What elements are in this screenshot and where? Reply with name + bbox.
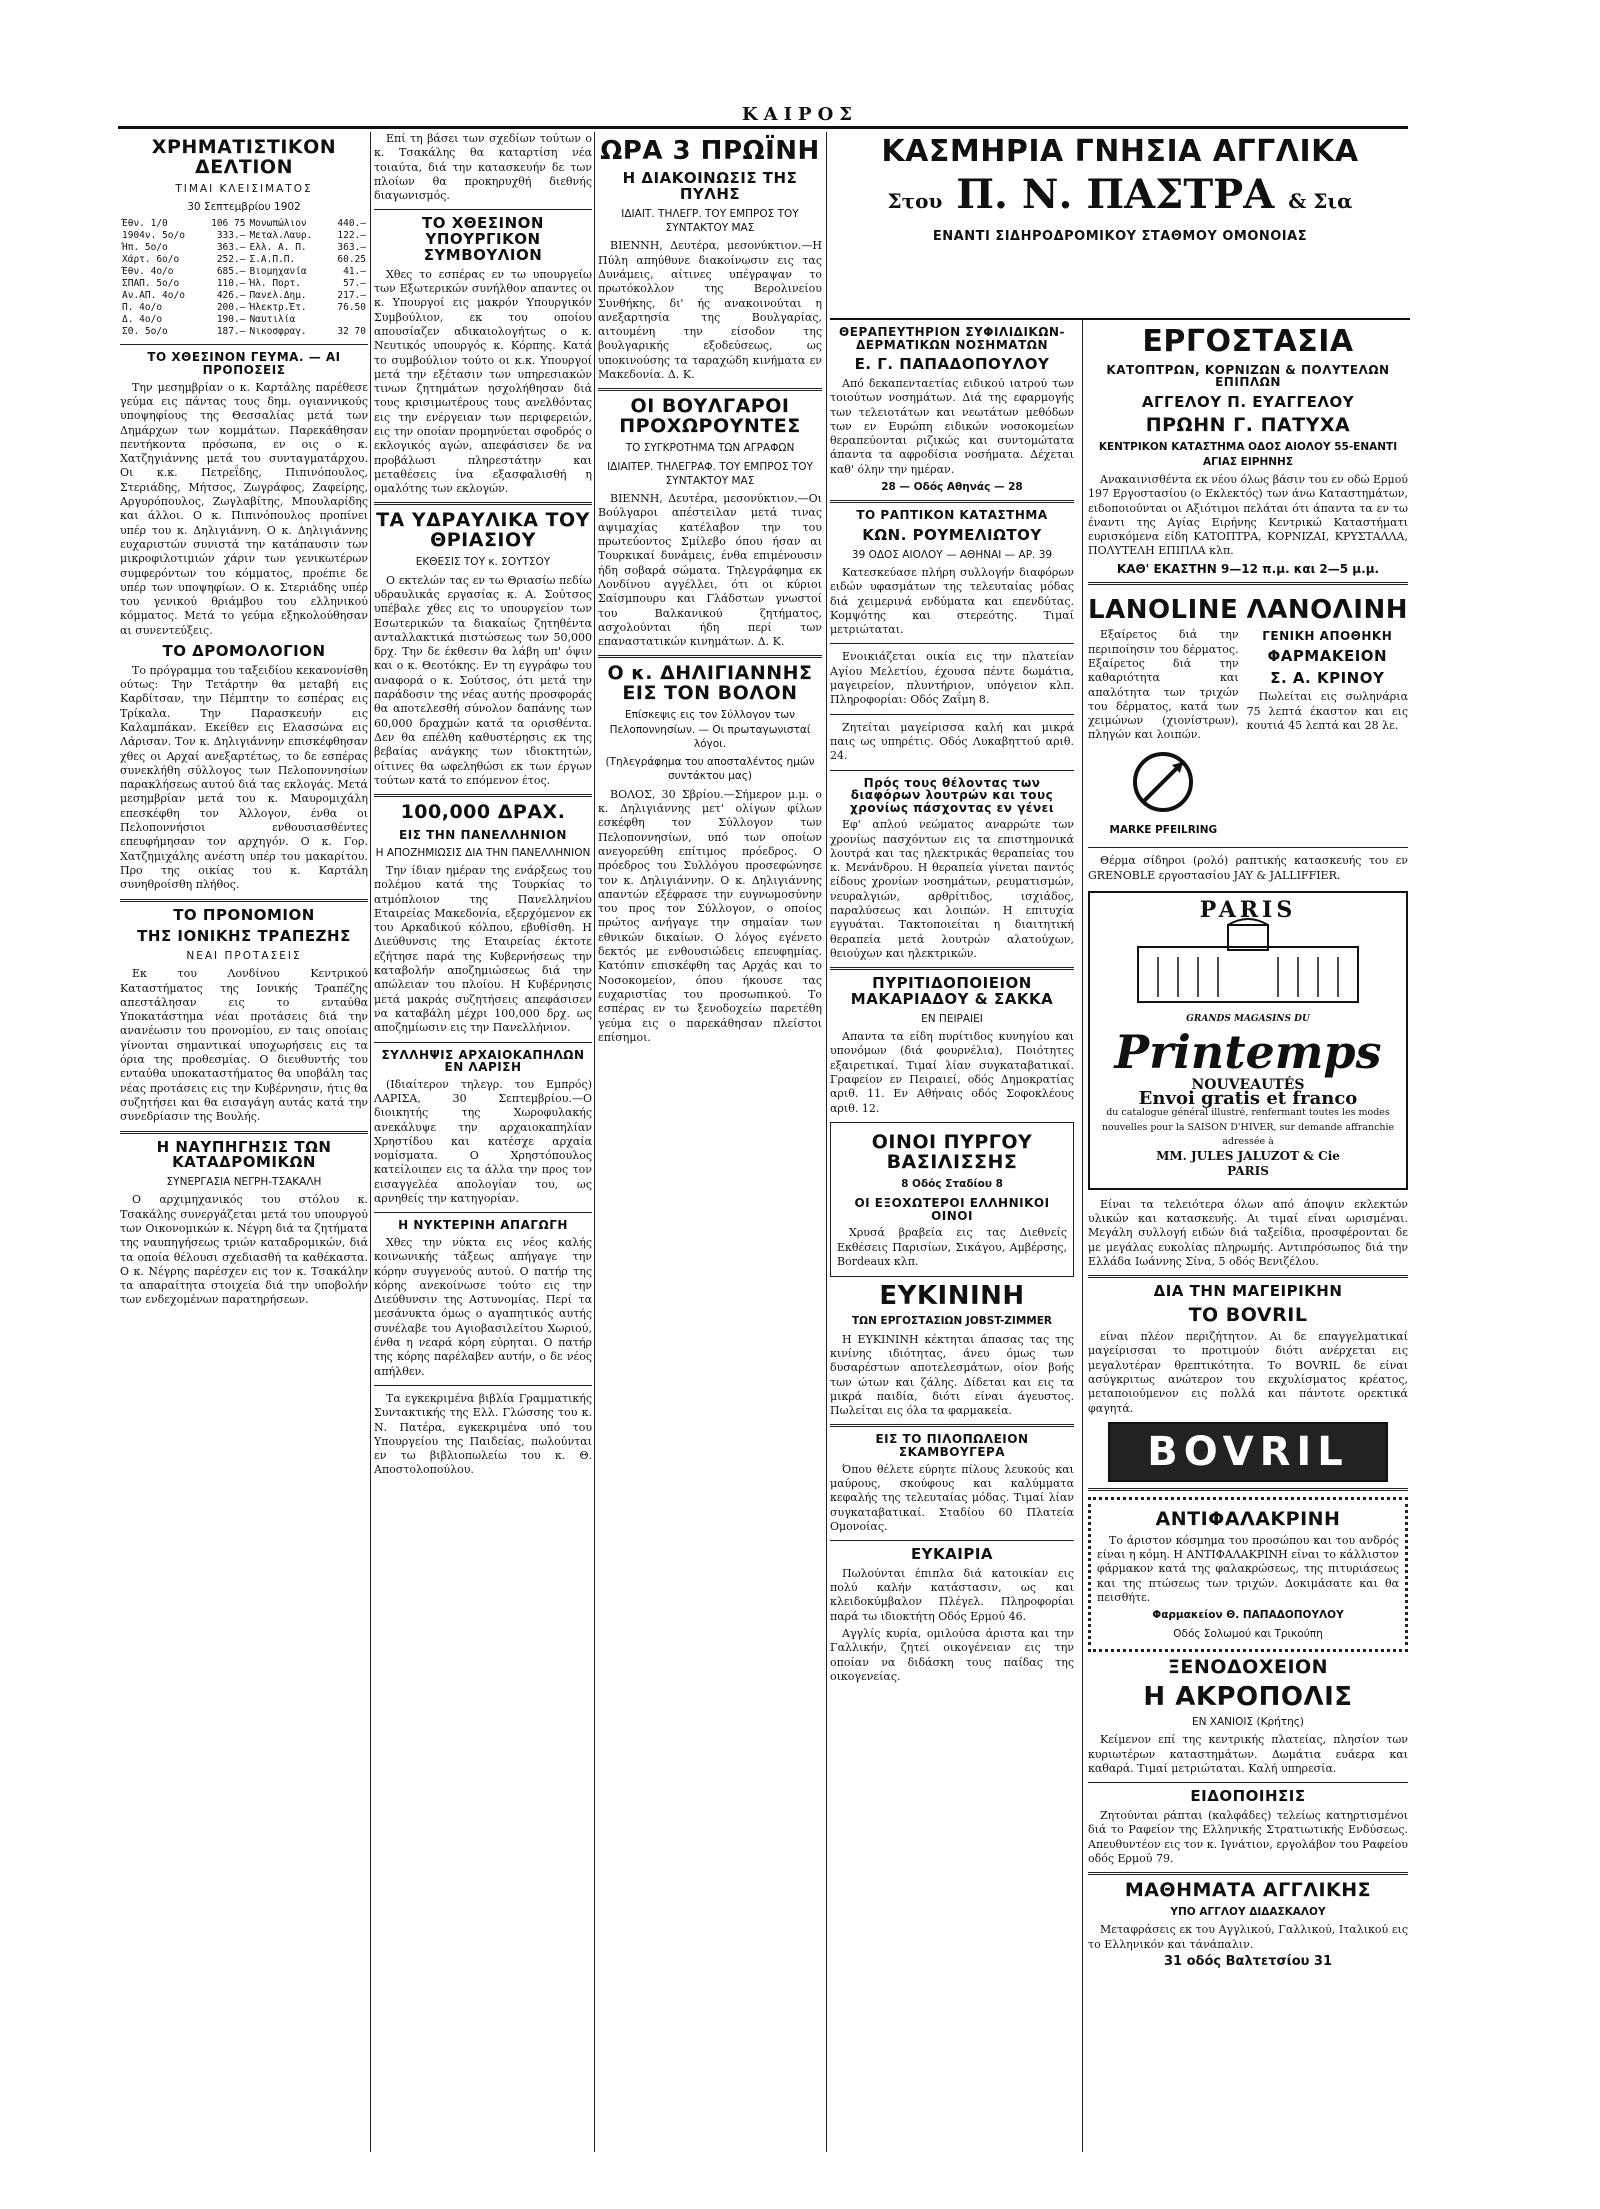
ad-address: ΚΕΝΤΡΙΚΟΝ ΚΑΤΑΣΤΗΜΑ ΟΔΟΣ ΑΙΟΛΟΥ 55-ΕΝΑΝΤΙ ΑΓΙΑΣ ΕΙΡΗΝΗΣ	[1098, 441, 1398, 468]
ad-subheadline: ΓΕΝΙΚΗ ΑΠΟΘΗΚΗ	[1262, 629, 1393, 644]
rate-value: 200.—	[216, 302, 246, 314]
ad-headline: ΕΡΓΟΣΤΑΣΙΑ	[1142, 324, 1354, 359]
ad-address: ΕΝΑΝΤΙ ΣΙΔΗΡΟΔΡΟΜΙΚΟΥ ΣΤΑΘΜΟΥ ΟΜΟΝΟΙΑΣ	[932, 228, 1308, 244]
ad-name-line	[830, 172, 1410, 224]
ad-body: Εξαίρετος διά την περιποίησιν του δέρματος. Εξαίρετος διά την καθαριότητα και απαλότητα των τριχών του δέρματος, κατά των χειμώνων (χιονίστρων), πληγών και λοιπών.	[1088, 628, 1239, 742]
rate-label: Νικοσφραγ.	[249, 326, 307, 338]
rate-value: 60.25	[337, 254, 366, 266]
ad-headline: Πρός τους θέλοντας των διαφόρων λουτρών και τους χρονίως πάσχοντας εν γένει	[850, 775, 1054, 815]
story-headline: ΤΑ ΥΔΡΑΥΛΙΚΑ ΤΟΥ ΘΡΙΑΣΙΟΥ	[376, 509, 590, 552]
story-body: Ο εκτελών τας εν τω Θριασίω πεδίω υδραυλικάς εργασίας κ. Α. Σούτσος υπέβαλε χθες εις το υπουργείον των Εσωτερικών τα διακαίως ζητηθέντα ανταλλακτικά πιστώσεως των 50,000 δρχ. Την δε έκθεσιν θα λάβη υπ' όψιν και ο κ. Θεοτόκης. Εν τη εγγράφω του αναφορά ο κ. Σούτσος, ότι μετά την παράδοσιν της νέας αυτής προσφοράς θα αποτελεσθή σύνολον δαπάνης των 60,000 δραχμών κατά τα ορισθέντα. Δεν θα επέλθη καθυστέρησις εκ της βεβαίας ανάγκης των ιδιοκτητών, οίτινες θα ωφεληθώσι εκ των έργων τούτων κατά το επόμενον έτος.	[374, 573, 592, 787]
story-byline: (Τηλεγράφημα του αποσταλέντος ημών συντάκτου μας)	[605, 756, 815, 783]
ad-body: Ζητείται μαγείρισσα καλή και μικρά παις ως υπηρέτις. Οδός Λυκαβηττού αριθ. 24.	[830, 720, 1074, 763]
ad-address: 8 Οδός Σταδίου 8	[901, 1177, 1003, 1190]
ad-brand: LANOLINE	[1088, 595, 1239, 626]
ad-address: 39 ΟΔΟΣ ΑΙΟΛΟΥ — ΑΘΗΝΑΙ — ΑΡ. 39	[851, 548, 1053, 561]
ad-envoi: Envoi gratis et franco	[1138, 1088, 1358, 1110]
ad-body: Απαντα τα είδη πυρίτιδος κυνηγίου και υπονόμων (διά φουρνέλια), Ποιότητες εξαιρετικαί. Τιμαί λίαν συγκαταβατικαί. Γραφείον εν Πειραιεί, οδός Δημοκρατίας αριθ. 11. Εν Αθήναις οδός Σοφοκλέους αριθ. 12.	[830, 1030, 1074, 1115]
divider	[1088, 1872, 1408, 1875]
ad-body: Χρυσά βραβεία εις τας Διεθνείς Εκθέσεις Παρισίων, Σικάγου, Αμβέρσης, Bordeaux κλπ.	[837, 1226, 1067, 1268]
store-building-icon	[1118, 917, 1378, 1007]
story-headline: ΟΙ ΒΟΥΛΓΑΡΟΙ ΠΡΟΧΩΡΟΥΝΤΕΣ	[619, 395, 801, 438]
ad-city: PARIS	[1199, 896, 1297, 923]
rate-label: Αν.ΑΠ. 4ο/ο	[122, 290, 185, 302]
story-subheadline: Η ΑΠΟΖΗΜΙΩΣΙΣ ΔΙΑ ΤΗΝ ΠΑΝΕΛΛΗΝΙΟΝ	[375, 846, 591, 859]
rate-value: 252.—	[216, 254, 246, 266]
ad-headline: ΞΕΝΟΔΟΧΕΙΟΝ	[1167, 1655, 1329, 1678]
ad-headline: ΕΙΣ ΤΟ ΠΙΛΟΠΩΛΕΙΟΝ ΣΚΑΜΒΟΥΓΕΡΑ	[875, 1432, 1029, 1460]
ad-subheadline: ΤΟ BOVRIL	[1188, 1304, 1308, 1327]
rate-label: 1904ν. 5ο/ο	[122, 230, 185, 242]
rates-row	[120, 290, 368, 302]
rate-label: Σ.Α.Π.Π.	[249, 254, 296, 266]
story-headline: ΤΟ ΔΡΟΜΟΛΟΓΙΟΝ	[162, 642, 326, 660]
story-body: Επί τη βάσει των σχεδίων τούτων ο κ. Τσακάλης θα καταρτίση νέα τοιαύτα, διά την κατασκευήν δε των πλοίων θα προκηρυχθή διεθνής διαγωνισμός.	[374, 132, 592, 203]
story-body: Το πρόγραμμα του ταξειδίου κεκανονίσθη ούτως: Την Τετάρτην θα μεταβή εις Καρδίτσαν, την Πέμπτην το εσπέρας εις Τρίκαλα. Την Παρασκευήν εις Καλαμπάκαν. Εκείθεν εις Ελασσώνα εις Λάρισαν. Τον κ. Δηλιγιάννην επισκέφθησαν χθες οι Αρχαί ανεξαρτέτως, το δε εσπέρας συνεκλήθη σύλλογος των Πελοποννησίων παρακλήσεως αυτού διά τας εκλογάς. Μετά μεσημβρίαν μετά του κ. Μαυρομιχάλη επεσκέφθη τον Άλλογον, ένθα οι Πελοποννήσιοι ενθουσιασθέντες επευφήμησαν τον αρχηγόν. Ο κ. Γορ. Χατζημιχάλης ανέστη υπέρ του μακαρίτου. Προ της οικίας του κ. Καρτάλη συνηθροίσθη πλήθος.	[120, 663, 368, 892]
story-subheadline: Η ΔΙΑΚΟΙΝΩΣΙΣ ΤΗΣ ΠΥΛΗΣ	[622, 169, 798, 204]
ring-arrow-icon	[1128, 747, 1198, 817]
story-headline: 100,000 ΔΡΑΧ.	[400, 801, 566, 824]
ad-body: Ζητούνται ράπται (καλφάδες) τελείως κατηρτισμένοι διά το Ραφείον της Ελληνικής Στρατιωτικής Ενδύσεως. Απευθυντέον εις τον κ. Ιγνάτιον, εργολάβον του Ραφείου οδός Ερμού 79.	[1088, 1809, 1408, 1865]
ad-brand: ΛΑΝΟΛΙΝΗ	[1246, 595, 1408, 626]
ad-body: Ενοικιάζεται οικία εις την πλατείαν Αγίου Μελετίου, έχουσα πέντε δωμάτια, μαγειρείον, πλυντήριον, υπόγειον κλπ. Πληροφορίαι: Οδός Ζαΐμη 8.	[830, 650, 1074, 707]
ad-body: Ανακαινισθέντα εκ νέου όλως βάσιν του εν οδώ Ερμού 197 Εργοστασίου (ο Εκλεκτός) των άνω Καταστημάτων, ειδοποιούνται οι Αξιότιμοι πελάται ότι άπαντα τα εν τω έναντι της Αγίας Ειρήνης Κεντρικώ Καταστήματι ευρισκόμενα είδη ΚΑΤΟΠΤΡΑ, ΚΟΡΝΙΖΑΙ, ΚΡΥΣΤΑΛΛΑ, ΠΟΛΥΤΕΛΗ ΕΠΙΠΛΑ κλπ.	[1088, 472, 1408, 558]
ad-headline: ΕΥΚΑΙΡΙΑ	[910, 1545, 994, 1564]
ad-headline: ΚΑΣΜΗΡΙΑ ΓΝΗΣΙΑ ΑΓΓΛΙΚΑ	[881, 134, 1359, 169]
rate-value: 363.—	[216, 242, 246, 254]
story-body: Χθες το εσπέρας εν τω υπουργείω των Εξωτερικών συνήλθον απαντες οι κ. Υπουργοί εις μακρόν Υπουργικόν Συμβούλιον, εκ του οποίου απουσίαζεν αδικαιολογήτως ο κ. Νευτικός υπουργός κ. Κόρπης. Κατά το συμβούλιον τούτο οι κ.κ. Υπουργοί μετά την εξέτασιν των υπηρεσιακών τινων ζητημάτων ησχολήθησαν διά τους κρισιμωτέρους τους ανελθόντας εις την ενέργειαν των περιφερειών, εις την οποίαν προμηνύεται σφοδρός ο εκλογικός αγών, απεφάσισεν δε να προβάλωσι πληρεστάτην και μεταθέσεις ίνα εξασφαλισθή η ομαλότης των εκλογών.	[374, 267, 592, 496]
story-headline: ΤΟ ΧΘΕΣΙΝΟΝ ΓΕΥΜΑ. — ΑΙ ΠΡΟΠΟΣΕΙΣ	[147, 350, 341, 378]
divider	[598, 388, 822, 391]
ad-body: Όπου θέλετε εύρητε πίλους λευκούς και μαύρους, σκούφους και καλύμματα κεφαλής της τελευταίας μόδας. Τιμαί λίαν συγκαταβατικαί. Σταδίου 60 Πλατεία Ομονοίας.	[830, 1462, 1074, 1533]
story-subheadline: ΝΕΑΙ ΠΡΟΤΑΣΕΙΣ	[186, 950, 302, 962]
ad-headline: ΟΙΝΟΙ ΠΥΡΓΟΥ ΒΑΣΙΛΙΣΣΗΣ	[871, 1130, 1033, 1173]
rate-value: 110.—	[216, 278, 246, 290]
ad-merchant-name: Π. Ν. ΠΑΣΤΡΑ	[956, 170, 1275, 218]
rate-label: Π. 4ο/ο	[122, 302, 163, 314]
ad-headline: ΕΥΚΙΝΙΝΗ	[879, 1281, 1025, 1312]
ad-body: Κείμενον επί της κεντρικής πλατείας, πλησίον των κυριωτέρων καταστημάτων. Δωμάτια ευάερα και καθαρά. Τιμαί μετριώταται. Καλή υπηρεσία.	[1088, 1733, 1408, 1775]
story-headline: Ο κ. ΔΗΛΙΓΙΑΝΝΗΣ ΕΙΣ ΤΟΝ ΒΟΛΟΝ	[607, 662, 813, 705]
story-body: ΒΙΕΝΝΗ, Δευτέρα, μεσονύκτιον.—Η Πύλη απηύθυνε διακοίνωσιν εις τας Δυνάμεις, αίτινες υπέγραψαν το πρωτόκολλον της Βερολινείου Συνθήκης, δι' ής ανακοινούται η ανεξαρτησία της Βουλγαρίας, αιτουμένη την είσοδον της βουλγαρικής εξοδεύσεως, ως υποκινούσης τα ταραχώδη κινήματα εν Μακεδονία. Δ. Κ.	[598, 239, 822, 382]
ad-pharmacy: Φαρμακείον Θ. ΠΑΠΑΔΟΠΟΥΛΟΥ	[1152, 1609, 1344, 1622]
story-subheadline: ΤΗΣ ΙΟΝΙΚΗΣ ΤΡΑΠΕΖΗΣ	[137, 927, 351, 946]
column-news-2	[374, 132, 592, 2152]
story-headline: Η ΝΑΥΠΗΓΗΣΙΣ ΤΩΝ ΚΑΤΑΔΡΟΜΙΚΩΝ	[156, 1137, 332, 1172]
column-news-3	[598, 132, 822, 2152]
rate-label: Δ. 4ο/ο	[122, 314, 163, 326]
ad-subheadline: ΕΝ ΧΑΝΙΟΙΣ (Κρήτης)	[1191, 1716, 1305, 1729]
rate-label: Πανελ.Δημ.	[249, 290, 307, 302]
ad-body: Από δεκαπενταετίας ειδικού ιατρού των τοιούτων νοσημάτων. Διά της εφαρμογής των τελειοτάτων και νεωτάτων μεθόδων των εν Ευρώπη ειδικών νοσοκομείων θεραπεύονται ριζικώς και συντομώτατα άπαντα τα αφροδίσια νοσήματα. Δέχεται καθ' όλην την ημέραν.	[830, 376, 1074, 476]
ad-body: Το άριστον κόσμημα του προσώπου και του ανδρός είναι η κόμη. Η ΑΝΤΙΦΑΛΑΚΡΙΝΗ είναι το κάλλιστον φάρμακον κατά της φαλακρώσεως, της πιτυριάσεως και της πτώσεως των τριχών. Δοκιμάσατε και θα πεισθήτε.	[1097, 1533, 1399, 1604]
ad-subheadline: Ε. Γ. ΠΑΠΑΔΟΠΟΥΛΟΥ	[854, 355, 1050, 374]
rate-value: 57.—	[343, 278, 366, 290]
rate-label: ΣΠΑΠ. 5ο/ο	[122, 278, 180, 290]
ad-subheadline: ΑΓΓΕΛΟΥ Π. ΕΥΑΓΓΕΛΟΥ	[1141, 392, 1355, 411]
story-headline: ΤΟ ΠΡΟΝΟΜΙΟΝ	[173, 905, 315, 924]
divider	[120, 1131, 368, 1134]
bovril-logo: BOVRIL	[1108, 1422, 1388, 1482]
ad-subheadline: ΠΡΩΗΝ Γ. ΠΑΤΥΧΑ	[1145, 414, 1351, 437]
divider	[1088, 1275, 1408, 1278]
story-subheadline: ΕΚΘΕΣΙΣ ΤΟΥ κ. ΣΟΥΤΣΟΥ	[415, 556, 551, 569]
story-subheadline: Επίσκεψις εις τον Σύλλογον των Πελοποννησίων. — Οι πρωταγωνισταί λόγοι.	[609, 709, 811, 750]
column-divider	[826, 132, 827, 2152]
rate-label: Έθν. 1/0	[122, 218, 168, 230]
rates-row	[120, 218, 368, 230]
rate-value: 363.—	[337, 242, 366, 254]
ad-address: 31 οδός Βαλτετσίου 31	[1163, 1954, 1333, 1970]
ad-body: Κατεσκεύασε πλήρη συλλογήν διαφόρων ειδών υφασμάτων της τελευταίας μόδας διά χειμερινά ενδύματα και επενδύτας. Κομψότης και στερεότης. Τιμαί μετριώταται.	[830, 565, 1074, 637]
story-body: Εκ του Λονδίνου Κεντρικού Καταστήματος της Ιονικής Τραπέζης απεστάλησαν εις το ενταύθα Υποκατάστημα νέαι προτάσεις διά την ανανέωσιν του προνομίου, εν ταις οποίαις γίνονται σημαντικαί υποχωρήσεις εις τα όρια της προθεσμίας. Ο διευθυντής του ενταύθα υποκαταστήματος θα υποβάλη τας νέας προτάσεις εις την Κυβέρνησιν, ήτις θα συζητήσει και θα εισαγάγη αυτάς κατά την συνεδρίασιν της Βουλής.	[120, 967, 368, 1124]
story-subheadline: ΤΟ ΣΥΓΚΡΟΤΗΜΑ ΤΩΝ ΑΓΡΑΦΩΝ	[625, 442, 795, 455]
ad-wine-box	[830, 1122, 1074, 1277]
ad-subheadline: ΟΙ ΕΞΟΧΩΤΕΡΟΙ ΕΛΛΗΝΙΚΟΙ ΟΙΝΟΙ	[854, 1196, 1050, 1223]
divider	[374, 794, 592, 797]
story-body: Ο αρχιμηχανικός του στόλου κ. Τσακάλης συνεργάζεται μετά του υπουργού των Οικονομικών κ. Νέγρη διά τα ζητήματα της ναυπηγήσεως τριών καταδρομικών, διά τα οποία θέλουσι σχεδιασθή τα καθέκαστα. Ο κ. Νέγρης παρέσχεν εις τον κ. Τσακάλην τα απαραίτητα στοιχεία διά την υποβολήν των ενδεχομένων παρατηρήσεων.	[120, 1193, 368, 1307]
divider	[1088, 1488, 1408, 1491]
rates-row	[120, 302, 368, 314]
divider	[374, 209, 592, 210]
rate-label: Έθν. 4ο/ο	[122, 266, 174, 278]
ad-headline: ΜΑΘΗΜΑΤΑ ΑΓΓΛΙΚΗΣ	[1124, 1879, 1372, 1902]
ad-subheadline: Σ. Α. ΚΡΙΝΟΥ	[1270, 668, 1385, 687]
rate-value: 217.—	[337, 290, 366, 302]
ad-pastras	[830, 132, 1410, 320]
story-headline: ΩΡΑ 3 ΠΡΩΪΝΗ	[600, 136, 820, 166]
rate-value: 440.—	[337, 218, 366, 230]
ad-city: PARIS	[1227, 1163, 1269, 1178]
divider	[830, 1424, 1074, 1427]
rates-row	[120, 242, 368, 254]
rate-value: 106 75	[211, 218, 246, 230]
column-financial	[120, 132, 368, 2152]
column-divider	[370, 132, 371, 2152]
story-body: Χθες την νύκτα εις νέος καλής κοινωνικής τάξεως απήγαγε την κόρην συγγενούς αυτού. Ο πατήρ της κόρης ανεκοίνωσε τούτο εις την Διεύθυνσιν της Αστυνομίας. Περί τα μεσάνυκτα όμως ο αγαπητικός αυτής συνέλαβε του Αγιοβασιλείτου Χωριού, ένθα η νεαρά κόρη εύρηται. Ο πατήρ της κόρης παρέλαβεν αυτήν, ο δε νέος απήλθεν.	[374, 1235, 592, 1378]
ad-subheadline: ΕΝ ΠΕΙΡΑΙΕΙ	[921, 1012, 983, 1025]
rate-value	[328, 314, 368, 326]
divider	[374, 502, 592, 505]
ad-hours: ΚΑΘ' ΕΚΑΣΤΗΝ 9—12 π.μ. και 2—5 μ.μ.	[1116, 561, 1380, 576]
ad-body: Μεταφράσεις εκ του Αγγλικού, Γαλλικού, Ιταλικού εις το Ελληνικόν και τάνάπαλιν.	[1088, 1923, 1408, 1951]
story-body: Την μεσημβρίαν ο κ. Καρτάλης παρέθεσε γεύμα εις πάντας τους δημ. ογιαννικούς υποψηφίους της Θεσσαλίας μετά των Δημάρχων των κομμάτων. Παρεκάθησαν πεντήκοντα πρόσωπα, εν οις ο κ. Χατζηγιάννης μετά του συνταγματάρχου. Οι κ.κ. Πετρεΐδης, Πιπινόπουλος, Στεριάδης, Μήτσος, Ζωγράφος, Ζαφείρης, Αργυρόπουλος, Ζωγλαβίτης, Μπουλαρίδης και άλλοι. Ο κ. Πιπινόπουλος προπίνει υπέρ του κ. Δηλιγιάννη. Ο κ. Δηλιγιάννης ευχαριστών συνιστά την κατάπαυσιν των μικροφιλοτιμιών χάριν των γενικωτέρων συμφερόντων του κόμματος, προέπιε δε υπέρ των υποψηφίων. Ο κ. Στεριάδης υπέρ του γενικού θριάμβου του ελληνικού κόμματος. Μετά το γεύμα εξηκολούθησαν αι συνεντεύξεις.	[120, 380, 368, 637]
ad-subheadline: ΤΩΝ ΕΡΓΟΣΤΑΣΙΩΝ JOBST-ZIMMER	[852, 1315, 1052, 1328]
story-body: ΒΙΕΝΝΗ, Δευτέρα, μεσονύκτιον.—Οι Βούλγαροι απέστειλαν μετά τινας αψιμαχίας κατέλαβον την του πρωτεύοντος Σμίλεβο όπου ήσαν αι Τουρκικαί δυνάμεις, ένθα επιμένουσιν ήδη σοβαρά σώματα. Τηλεγράφημα εκ Λονδίνου αγγέλλει, ότι οι κύριοι Σαίσμπουρυ και Γλάδστων γνωστοί του Βαλκανικού ζητήματος, ασχολούνται ήδη περί των επαναστατικών κινημάτων. Δ. Κ.	[598, 492, 822, 649]
column-divider	[594, 132, 595, 2152]
story-body: ΒΟΛΟΣ, 30 Σβρίου.—Σήμερον μ.μ. ο κ. Δηλιγιάννης μετ' ολίγων φίλων εσκέφθη τον Σύλλογον των Πελοποννησίων, υπό των οποίων ανεγορεύθη επίτιμος πρόεδρος. Ο πρόεδρος του Συλλόγου προσεφώνησε τον κ. Δηλιγιάννην. Ο κ. Δηλιγιάννης απαντών εξέφρασε την ευγνωμοσύνην του προς τον Σύλλογον, ο οποίος πρώτος ανήγαγε την σημαίαν των εθνικών δικαίων. Ο λόγος εγένετο δεκτός με ενθουσιώδεις επευφημίας. Κατόπιν επισκέφθη τας Αρχάς και το Νοσοκομείον, όπου ήκουσε τας ευχαριστίας του προσωπικού. Το εσπέρας εν τω ξενοδοχείω παρετέθη γεύμα εις ο παρεκάθησαν πλείστοι επίσημοι.	[598, 787, 822, 1044]
ad-prefix: Στου	[887, 188, 943, 213]
ad-headline: ΘΕΡΑΠΕΥΤΗΡΙΟΝ ΣΥΦΙΛΙΔΙΚΩΝ-ΔΕΡΜΑΤΙΚΩΝ ΝΟΣΗΜΑΤΩΝ	[839, 325, 1065, 352]
ad-address: Οδός Σολωμού και Τρικούπη	[1173, 1627, 1323, 1640]
ad-body: Πωλείται εις σωληνάρια 75 λεπτά έκαστον και εις κουτιά 45 λεπτά και 28 λε.	[1246, 690, 1408, 733]
divider	[1088, 847, 1408, 848]
trademark-emblem	[1088, 747, 1239, 838]
ad-address: 28 — Οδός Αθηνάς — 28	[881, 481, 1023, 494]
ad-body: Πωλούνται έπιπλα διά κατοικίαν εις πολύ καλήν κατάστασιν, ως και κλειδοκύμβαλον Πλέγελ. Πληροφορίαι παρά τω ιδιοκτήτη Οδός Ερμού 46.	[830, 1566, 1074, 1623]
masthead: ΚΑΙΡΟΣ	[742, 104, 858, 125]
story-byline: ΙΔΙΑΙΤΕΡ. ΤΗΛΕΓΡΑΦ. ΤΟΥ ΕΜΠΡΟΣ ΤΟΥ ΣΥΝΤΑΚΤΟΥ ΜΑΣ	[607, 460, 813, 487]
ad-subheadline: ΚΩΝ. ΡΟΥΜΕΛΙΩΤΟΥ	[862, 525, 1042, 544]
ad-subheadline: ΦΑΡΜΑΚΕΙΟΝ	[1267, 646, 1388, 665]
top-rule	[118, 126, 1408, 129]
ad-headline: ΤΟ ΡΑΠΤΙΚΟΝ ΚΑΤΑΣΤΗΜΑ	[856, 508, 1048, 523]
story-body: Τα εγκεκριμένα βιβλία Γραμματικής Συντακτικής της Ελλ. Γλώσσης του κ. Ν. Πατέρα, εγκεκριμένα υπό του Υπουργείου της Παιδείας, πωλούνται εν τω βιβλιοπωλείω του κ. Θ. Αποστολοπούλου.	[374, 1391, 592, 1477]
rate-label: Χάρτ. 6ο/ο	[122, 254, 180, 266]
divider	[120, 344, 368, 345]
ad-brand: Printemps	[1114, 1024, 1382, 1079]
column-divider	[1082, 320, 1083, 2152]
story-subheadline: ΕΙΣ ΤΗΝ ΠΑΝΕΛΛΗΝΙΟΝ	[399, 828, 567, 843]
financial-bulletin-title: ΧΡΗΜΑΤΙΣΤΙΚΟΝ ΔΕΛΤΙΟΝ	[151, 136, 337, 178]
ad-subheadline: ΥΠΟ ΑΓΓΛΟΥ ΔΙΔΑΣΚΑΛΟΥ	[1170, 1906, 1326, 1919]
column-ads-4	[830, 320, 1074, 2152]
divider	[374, 1212, 592, 1213]
rate-value: 187.—	[216, 326, 246, 338]
divider	[374, 1385, 592, 1386]
rate-label: Ναυτιλία	[249, 314, 296, 326]
rate-value: 122.—	[337, 230, 366, 242]
story-body: (Ιδιαίτερον τηλεγρ. του Εμπρός) ΛΑΡΙΣΑ, 30 Σεπτεμβρίου.—Ο διοικητής της Χωροφυλακής ανεκάλυψε την αρχαιοκαπηλίαν Χρηστίδου και κατέσχε αρχαία νομίσματα. Ο Χρηστόπουλος κατείλοιπεν εις τα άλλα την προς τον εισαγγελέα απολογίαν του, ως αρνηθείς την κατηγορίαν.	[374, 1077, 592, 1206]
trademark-caption: MARKE PFEILRING	[1109, 824, 1218, 837]
rate-value: 76.50	[337, 302, 366, 314]
ad-antifalakrini	[1088, 1497, 1408, 1652]
rates-row	[120, 254, 368, 266]
rate-label: Μεταλ.Λαυρ.	[249, 230, 313, 242]
divider	[374, 1042, 592, 1043]
divider	[120, 899, 368, 902]
ad-subheadline: ΚΑΤΟΠΤΡΩΝ, ΚΟΡΝΙΖΩΝ & ΠΟΛΥΤΕΛΩΝ ΕΠΙΠΛΩΝ	[1106, 362, 1390, 390]
divider	[830, 714, 1074, 715]
story-subheadline: ΣΥΝΕΡΓΑΣΙΑ ΝΕΓΡΗ-ΤΣΑΚΑΛΗ	[166, 1176, 322, 1189]
story-headline: ΤΟ ΧΘΕΣΙΝΟΝ ΥΠΟΥΡΓΙΚΟΝ ΣΥΜΒΟΥΛΙΟΝ	[422, 214, 544, 264]
column-ads-5	[1088, 320, 1408, 2152]
divider	[598, 655, 822, 658]
story-headline: ΣΥΛΛΗΨΙΣ ΑΡΧΑΙΟΚΑΠΗΛΩΝ ΕΝ ΛΑΡΙΣΗ	[381, 1047, 585, 1075]
rates-row	[120, 314, 368, 326]
divider	[1088, 1782, 1408, 1783]
ad-company: MM. JULES JALUZOT & Cie	[1156, 1149, 1340, 1164]
rate-value: 41.—	[343, 266, 366, 278]
rate-value: 685.—	[216, 266, 246, 278]
rate-value: 426.—	[216, 290, 246, 302]
rate-label: Ήπ. 5ο/ο	[122, 242, 168, 254]
ad-headline: ΔΙΑ ΤΗΝ ΜΑΓΕΙΡΙΚΗΝ	[1153, 1282, 1343, 1301]
rate-label: Ήλεκτρ.Έτ.	[249, 302, 307, 314]
ad-lanoline	[1088, 591, 1408, 841]
ad-printemps	[1088, 891, 1408, 1190]
story-byline: ΙΔΙΑΙΤ. ΤΗΛΕΓΡ. ΤΟΥ ΕΜΠΡΟΣ ΤΟΥ ΣΥΝΤΑΚΤΟΥ ΜΑΣ	[621, 207, 799, 235]
ad-body: du catalogue général illustré, renfermant toutes les modes nouvelles pour la SAISON D'HIVER, sur demande affranchie adressée à	[1101, 1107, 1395, 1147]
rate-value: 190.—	[216, 314, 246, 326]
ad-body: Αγγλίς κυρία, ομιλούσα άριστα και την Γαλλικήν, ζητεί οικογένειαν εις την οποίαν να διδάσκη τους παίδας της οικογενείας.	[830, 1627, 1074, 1683]
ad-body: Θέρμα σίδηροι (ρολό) ραπτικής κατασκευής του εν GRENOBLE εργοστασίου JAY & JALLIFFIER.	[1088, 854, 1408, 882]
rates-row	[120, 230, 368, 242]
rates-row	[120, 326, 368, 338]
ad-hotel-name: Η ΑΚΡΟΠΟΛΙΣ	[1143, 1681, 1353, 1712]
ad-suffix: & Σια	[1288, 188, 1353, 213]
story-headline: Η ΝΥΚΤΕΡΙΝΗ ΑΠΑΓΩΓΗ	[398, 1218, 568, 1233]
rates-row	[120, 266, 368, 278]
rate-label: Ήλ. Πορτ.	[249, 278, 301, 290]
story-body: Την ίδιαν ημέραν της ενάρξεως του πολέμου κατά της Τουρκίας το ατμόπλοιον της Πανελληνίου Εταιρείας Μακεδονία, εξερχόμενον εκ του Αρκαδικού κόλπου, εβυθίσθη. Η Διεύθυνσις της Εταιρείας έκτοτε εζήτησε παρά της Κυβερνήσεως την καταβολήν αποζημιώσεως διά την απώλειαν του πλοίου. Η Κυβέρνησις μετά μακράς συζητήσεις απεφάσισεν να καταβάλη μέχρι 100,000 δρχ. ως αποζημίωσιν εις την Πανελλήνιον.	[374, 863, 592, 1035]
divider	[830, 1540, 1074, 1541]
rate-label: ΣΘ. 5ο/ο	[122, 326, 168, 338]
divider	[830, 770, 1074, 771]
rates-table	[120, 218, 368, 338]
rate-label: Βιομηχανία	[249, 266, 307, 278]
ad-body: είναι πλέον περιζήτητον. Αι δε επαγγελματικαί μαγείρισσαι το προτιμούν διότι ανέρχεται εις μεγαλυτέραν θρεπτικότητα. Το BOVRIL δε είναι ασύγκριτως ανώτερον του εκχυλίσματος κρέατος, μεταποιούμενον εις πολλά και πάντοτε ορεκτικά φαγητά.	[1088, 1330, 1408, 1415]
ad-headline: ΕΙΔΟΠΟΙΗΣΙΣ	[1190, 1787, 1306, 1806]
bulletin-date: 30 Σεπτεμβρίου 1902	[187, 201, 301, 214]
divider	[830, 500, 1074, 503]
ad-store-line: GRANDS MAGASINS DU	[1186, 1013, 1310, 1024]
divider	[830, 967, 1074, 970]
rate-value: 32 70	[337, 326, 366, 338]
ad-body: Εφ' απλού νεώματος αναρρώτε των χρονίως πασχόντων εις τα επιστημονικά λουτρά και τας ηλεκτρικάς θεραπείας του κ. Μενάνδρου. Η θεραπεία γίνεται παντός είδους χρονίων νοσημάτων, ρευματισμών, νευραλγιών, αρθρίτιδος, ισχιάδος, παραλύσεως και λοιπών. Η επιτυχία εγγυάται. Τακτοποιείται η διαιτητική θεραπεία μετά λουτρών αλατούχων, θειούχων και ηλεκτρικών.	[830, 818, 1074, 960]
closing-prices-subtitle: ΤΙΜΑΙ ΚΛΕΙΣΙΜΑΤΟΣ	[175, 182, 313, 195]
rates-row	[120, 278, 368, 290]
ad-nouveautes: NOUVEAUTÉS	[1191, 1076, 1305, 1093]
ad-body: Η ΕΥΚΙΝΙΝΗ κέκτηται άπασας τας της κινίνης ιδιότητας, άνευ όμως των δυσαρέστων αποτελεσμάτων, οίον βοής των ώτων και ζάλης. Δίδεται και εις τα μικρά παιδία, διότι είναι άγευστος. Πωλείται εις όλα τα φαρμακεία.	[830, 1332, 1074, 1418]
rate-value: 333.—	[216, 230, 246, 242]
ad-headline: ΑΝΤΙΦΑΛΑΚΡΙΝΗ	[1155, 1507, 1341, 1530]
divider	[830, 643, 1074, 644]
rate-label: Ελλ. Α. Π.	[249, 242, 307, 254]
rate-label: Μονωπώλιον	[249, 218, 307, 230]
ad-headline: ΠΥΡΙΤΙΔΟΠΟΙΕΙΟΝ ΜΑΚΑΡΙΑΔΟΥ & ΣΑΚΚΑ	[850, 974, 1054, 1009]
ad-body: Είναι τα τελειότερα όλων από άποψιν εκλεκτών υλικών και κατασκευής. Αι τιμαί είναι ωρισμέναι. Μεγάλη συλλογή ειδών διά ταξείδια, προσφέρονται δε με μεγάλας ευκολίας πληρωμής. Αντιπρόσωπος διά την Ελλάδα Ιωάννης Σίνα, 5 οδός Βενιζέλου.	[1088, 1197, 1408, 1269]
divider	[1088, 582, 1408, 585]
